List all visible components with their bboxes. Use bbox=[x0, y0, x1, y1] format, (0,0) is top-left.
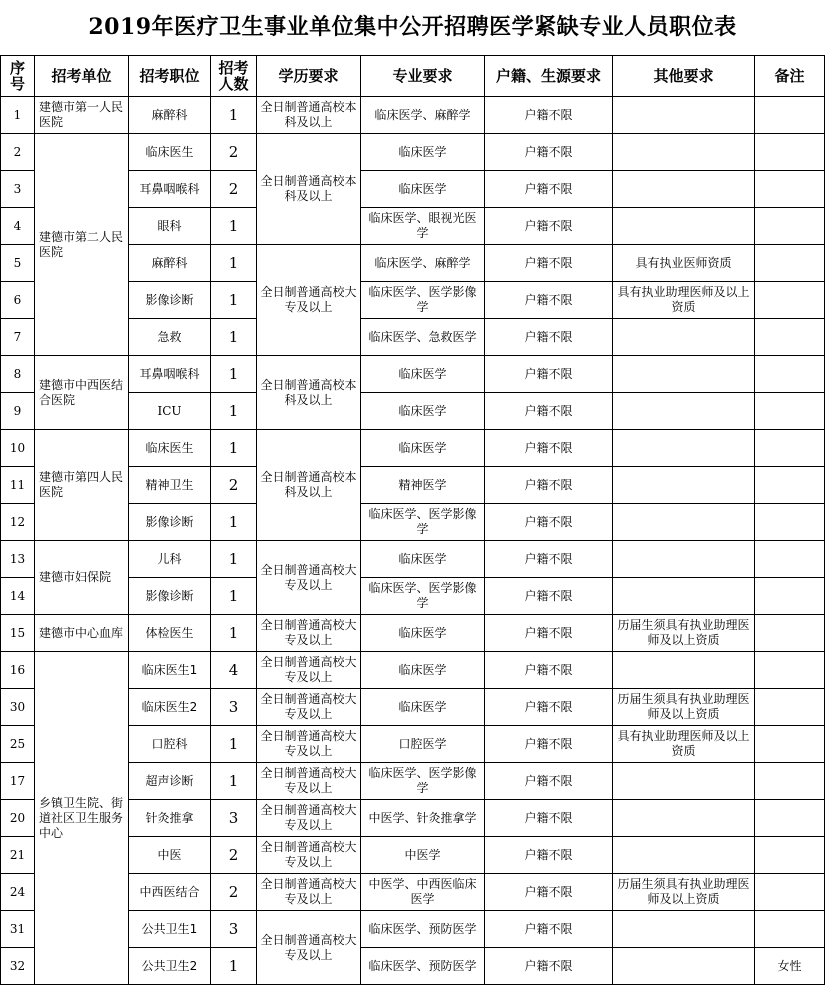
position-cell: 临床医生 bbox=[129, 134, 211, 171]
education-cell: 全日制普通高校大专及以上 bbox=[257, 763, 361, 800]
seq-cell: 15 bbox=[1, 615, 35, 652]
count-cell: 2 bbox=[211, 874, 257, 911]
hukou-cell: 户籍不限 bbox=[485, 615, 613, 652]
education-cell: 全日制普通高校大专及以上 bbox=[257, 874, 361, 911]
hukou-cell: 户籍不限 bbox=[485, 171, 613, 208]
other-cell bbox=[613, 134, 755, 171]
unit-cell: 建德市第二人民医院 bbox=[35, 134, 129, 356]
count-cell: 3 bbox=[211, 800, 257, 837]
major-cell: 临床医学、医学影像学 bbox=[361, 578, 485, 615]
positions-table bbox=[0, 55, 825, 985]
major-cell: 临床医学 bbox=[361, 171, 485, 208]
other-cell bbox=[613, 208, 755, 245]
major-cell: 中医学、中西医临床医学 bbox=[361, 874, 485, 911]
hukou-cell: 户籍不限 bbox=[485, 393, 613, 430]
other-cell: 具有执业助理医师及以上资质 bbox=[613, 282, 755, 319]
position-cell: ICU bbox=[129, 393, 211, 430]
major-cell: 中医学、针灸推拿学 bbox=[361, 800, 485, 837]
major-cell: 临床医学、预防医学 bbox=[361, 948, 485, 985]
remark-cell bbox=[755, 874, 825, 911]
hukou-cell: 户籍不限 bbox=[485, 948, 613, 985]
education-cell: 全日制普通高校大专及以上 bbox=[257, 541, 361, 615]
hukou-cell: 户籍不限 bbox=[485, 134, 613, 171]
major-cell: 临床医学 bbox=[361, 393, 485, 430]
other-cell bbox=[613, 467, 755, 504]
seq-cell: 9 bbox=[1, 393, 35, 430]
count-cell: 1 bbox=[211, 726, 257, 763]
count-cell: 1 bbox=[211, 282, 257, 319]
remark-cell bbox=[755, 800, 825, 837]
education-cell: 全日制普通高校大专及以上 bbox=[257, 689, 361, 726]
other-cell bbox=[613, 800, 755, 837]
position-cell: 口腔科 bbox=[129, 726, 211, 763]
seq-cell: 8 bbox=[1, 356, 35, 393]
count-cell: 1 bbox=[211, 948, 257, 985]
seq-cell: 14 bbox=[1, 578, 35, 615]
position-cell: 临床医生2 bbox=[129, 689, 211, 726]
other-cell: 历届生须具有执业助理医师及以上资质 bbox=[613, 874, 755, 911]
hukou-cell: 户籍不限 bbox=[485, 97, 613, 134]
position-cell: 麻醉科 bbox=[129, 97, 211, 134]
seq-cell: 21 bbox=[1, 837, 35, 874]
education-cell: 全日制普通高校大专及以上 bbox=[257, 615, 361, 652]
hukou-cell: 户籍不限 bbox=[485, 763, 613, 800]
count-cell: 2 bbox=[211, 837, 257, 874]
seq-cell: 31 bbox=[1, 911, 35, 948]
position-cell: 耳鼻咽喉科 bbox=[129, 356, 211, 393]
count-cell: 1 bbox=[211, 208, 257, 245]
count-cell: 1 bbox=[211, 393, 257, 430]
seq-cell: 3 bbox=[1, 171, 35, 208]
hukou-cell: 户籍不限 bbox=[485, 652, 613, 689]
seq-cell: 1 bbox=[1, 97, 35, 134]
hukou-cell: 户籍不限 bbox=[485, 282, 613, 319]
major-cell: 临床医学 bbox=[361, 430, 485, 467]
unit-cell: 乡镇卫生院、街道社区卫生服务中心 bbox=[35, 652, 129, 985]
position-cell: 临床医生1 bbox=[129, 652, 211, 689]
header-unit: 招考单位 bbox=[35, 56, 129, 97]
position-cell: 影像诊断 bbox=[129, 578, 211, 615]
position-cell: 公共卫生2 bbox=[129, 948, 211, 985]
education-cell: 全日制普通高校大专及以上 bbox=[257, 652, 361, 689]
seq-cell: 20 bbox=[1, 800, 35, 837]
remark-cell bbox=[755, 837, 825, 874]
major-cell: 临床医学 bbox=[361, 541, 485, 578]
hukou-cell: 户籍不限 bbox=[485, 689, 613, 726]
table-row bbox=[1, 430, 825, 467]
education-cell: 全日制普通高校大专及以上 bbox=[257, 800, 361, 837]
remark-cell bbox=[755, 467, 825, 504]
major-cell: 精神医学 bbox=[361, 467, 485, 504]
position-cell: 公共卫生1 bbox=[129, 911, 211, 948]
position-cell: 麻醉科 bbox=[129, 245, 211, 282]
hukou-cell: 户籍不限 bbox=[485, 800, 613, 837]
header-major: 专业要求 bbox=[361, 56, 485, 97]
major-cell: 临床医学 bbox=[361, 615, 485, 652]
seq-cell: 4 bbox=[1, 208, 35, 245]
seq-cell: 10 bbox=[1, 430, 35, 467]
other-cell bbox=[613, 541, 755, 578]
position-cell: 中医 bbox=[129, 837, 211, 874]
seq-cell: 16 bbox=[1, 652, 35, 689]
seq-cell: 17 bbox=[1, 763, 35, 800]
position-cell: 中西医结合 bbox=[129, 874, 211, 911]
position-cell: 超声诊断 bbox=[129, 763, 211, 800]
major-cell: 临床医学、麻醉学 bbox=[361, 97, 485, 134]
major-cell: 临床医学、预防医学 bbox=[361, 911, 485, 948]
table-row bbox=[1, 97, 825, 134]
remark-cell bbox=[755, 208, 825, 245]
count-cell: 3 bbox=[211, 689, 257, 726]
unit-cell: 建德市妇保院 bbox=[35, 541, 129, 615]
position-cell: 耳鼻咽喉科 bbox=[129, 171, 211, 208]
count-cell: 1 bbox=[211, 541, 257, 578]
hukou-cell: 户籍不限 bbox=[485, 541, 613, 578]
count-cell: 1 bbox=[211, 615, 257, 652]
seq-cell: 32 bbox=[1, 948, 35, 985]
count-cell: 1 bbox=[211, 763, 257, 800]
count-cell: 1 bbox=[211, 504, 257, 541]
remark-cell bbox=[755, 541, 825, 578]
other-cell bbox=[613, 393, 755, 430]
header-seq: 序号 bbox=[1, 56, 35, 97]
major-cell: 临床医学、眼视光医学 bbox=[361, 208, 485, 245]
table-row bbox=[1, 134, 825, 171]
remark-cell bbox=[755, 356, 825, 393]
count-cell: 1 bbox=[211, 578, 257, 615]
unit-cell: 建德市第一人民医院 bbox=[35, 97, 129, 134]
position-cell: 针灸推拿 bbox=[129, 800, 211, 837]
education-cell: 全日制普通高校大专及以上 bbox=[257, 911, 361, 985]
seq-cell: 24 bbox=[1, 874, 35, 911]
count-cell: 2 bbox=[211, 467, 257, 504]
major-cell: 临床医学、医学影像学 bbox=[361, 282, 485, 319]
hukou-cell: 户籍不限 bbox=[485, 356, 613, 393]
unit-cell: 建德市中心血库 bbox=[35, 615, 129, 652]
seq-cell: 30 bbox=[1, 689, 35, 726]
major-cell: 临床医学 bbox=[361, 134, 485, 171]
remark-cell bbox=[755, 726, 825, 763]
remark-cell bbox=[755, 245, 825, 282]
major-cell: 临床医学、医学影像学 bbox=[361, 763, 485, 800]
position-cell: 影像诊断 bbox=[129, 282, 211, 319]
count-cell: 1 bbox=[211, 245, 257, 282]
hukou-cell: 户籍不限 bbox=[485, 467, 613, 504]
header-remark: 备注 bbox=[755, 56, 825, 97]
remark-cell bbox=[755, 393, 825, 430]
remark-cell bbox=[755, 282, 825, 319]
hukou-cell: 户籍不限 bbox=[485, 319, 613, 356]
count-cell: 4 bbox=[211, 652, 257, 689]
count-cell: 1 bbox=[211, 430, 257, 467]
major-cell: 临床医学、麻醉学 bbox=[361, 245, 485, 282]
other-cell: 具有执业医师资质 bbox=[613, 245, 755, 282]
education-cell: 全日制普通高校大专及以上 bbox=[257, 726, 361, 763]
remark-cell bbox=[755, 97, 825, 134]
table-row bbox=[1, 652, 825, 689]
position-cell: 影像诊断 bbox=[129, 504, 211, 541]
seq-cell: 25 bbox=[1, 726, 35, 763]
unit-cell: 建德市第四人民医院 bbox=[35, 430, 129, 541]
header-position: 招考职位 bbox=[129, 56, 211, 97]
hukou-cell: 户籍不限 bbox=[485, 245, 613, 282]
major-cell: 临床医学 bbox=[361, 652, 485, 689]
major-cell: 临床医学 bbox=[361, 356, 485, 393]
header-other: 其他要求 bbox=[613, 56, 755, 97]
seq-cell: 12 bbox=[1, 504, 35, 541]
remark-cell bbox=[755, 430, 825, 467]
other-cell bbox=[613, 911, 755, 948]
education-cell: 全日制普通高校本科及以上 bbox=[257, 356, 361, 430]
other-cell: 历届生须具有执业助理医师及以上资质 bbox=[613, 615, 755, 652]
other-cell bbox=[613, 948, 755, 985]
remark-cell: 女性 bbox=[755, 948, 825, 985]
hukou-cell: 户籍不限 bbox=[485, 874, 613, 911]
major-cell: 临床医学、医学影像学 bbox=[361, 504, 485, 541]
position-cell: 临床医生 bbox=[129, 430, 211, 467]
remark-cell bbox=[755, 911, 825, 948]
header-row bbox=[1, 56, 825, 97]
major-cell: 临床医学、急救医学 bbox=[361, 319, 485, 356]
remark-cell bbox=[755, 578, 825, 615]
other-cell bbox=[613, 578, 755, 615]
other-cell bbox=[613, 171, 755, 208]
remark-cell bbox=[755, 689, 825, 726]
hukou-cell: 户籍不限 bbox=[485, 430, 613, 467]
page-title: 2019年医疗卫生事业单位集中公开招聘医学紧缺专业人员职位表 bbox=[88, 14, 737, 40]
header-education: 学历要求 bbox=[257, 56, 361, 97]
count-cell: 1 bbox=[211, 356, 257, 393]
position-cell: 体检医生 bbox=[129, 615, 211, 652]
other-cell bbox=[613, 837, 755, 874]
education-cell: 全日制普通高校大专及以上 bbox=[257, 245, 361, 356]
table-row bbox=[1, 541, 825, 578]
position-cell: 眼科 bbox=[129, 208, 211, 245]
hukou-cell: 户籍不限 bbox=[485, 208, 613, 245]
hukou-cell: 户籍不限 bbox=[485, 726, 613, 763]
other-cell bbox=[613, 430, 755, 467]
other-cell bbox=[613, 319, 755, 356]
hukou-cell: 户籍不限 bbox=[485, 504, 613, 541]
count-cell: 2 bbox=[211, 134, 257, 171]
remark-cell bbox=[755, 319, 825, 356]
seq-cell: 11 bbox=[1, 467, 35, 504]
other-cell bbox=[613, 763, 755, 800]
header-count: 招考人数 bbox=[211, 56, 257, 97]
seq-cell: 6 bbox=[1, 282, 35, 319]
position-cell: 儿科 bbox=[129, 541, 211, 578]
major-cell: 中医学 bbox=[361, 837, 485, 874]
count-cell: 3 bbox=[211, 911, 257, 948]
table-row bbox=[1, 615, 825, 652]
education-cell: 全日制普通高校本科及以上 bbox=[257, 134, 361, 245]
other-cell bbox=[613, 652, 755, 689]
position-cell: 精神卫生 bbox=[129, 467, 211, 504]
education-cell: 全日制普通高校本科及以上 bbox=[257, 97, 361, 134]
count-cell: 1 bbox=[211, 319, 257, 356]
count-cell: 2 bbox=[211, 171, 257, 208]
education-cell: 全日制普通高校本科及以上 bbox=[257, 430, 361, 541]
other-cell: 历届生须具有执业助理医师及以上资质 bbox=[613, 689, 755, 726]
seq-cell: 7 bbox=[1, 319, 35, 356]
count-cell: 1 bbox=[211, 97, 257, 134]
other-cell bbox=[613, 97, 755, 134]
seq-cell: 5 bbox=[1, 245, 35, 282]
seq-cell: 2 bbox=[1, 134, 35, 171]
unit-cell: 建德市中西医结合医院 bbox=[35, 356, 129, 430]
hukou-cell: 户籍不限 bbox=[485, 578, 613, 615]
major-cell: 临床医学 bbox=[361, 689, 485, 726]
remark-cell bbox=[755, 504, 825, 541]
remark-cell bbox=[755, 171, 825, 208]
hukou-cell: 户籍不限 bbox=[485, 837, 613, 874]
remark-cell bbox=[755, 134, 825, 171]
seq-cell: 13 bbox=[1, 541, 35, 578]
remark-cell bbox=[755, 652, 825, 689]
major-cell: 口腔医学 bbox=[361, 726, 485, 763]
other-cell bbox=[613, 504, 755, 541]
education-cell: 全日制普通高校大专及以上 bbox=[257, 837, 361, 874]
table-row bbox=[1, 356, 825, 393]
header-hukou: 户籍、生源要求 bbox=[485, 56, 613, 97]
position-cell: 急救 bbox=[129, 319, 211, 356]
other-cell bbox=[613, 356, 755, 393]
remark-cell bbox=[755, 615, 825, 652]
hukou-cell: 户籍不限 bbox=[485, 911, 613, 948]
other-cell: 具有执业助理医师及以上资质 bbox=[613, 726, 755, 763]
remark-cell bbox=[755, 763, 825, 800]
